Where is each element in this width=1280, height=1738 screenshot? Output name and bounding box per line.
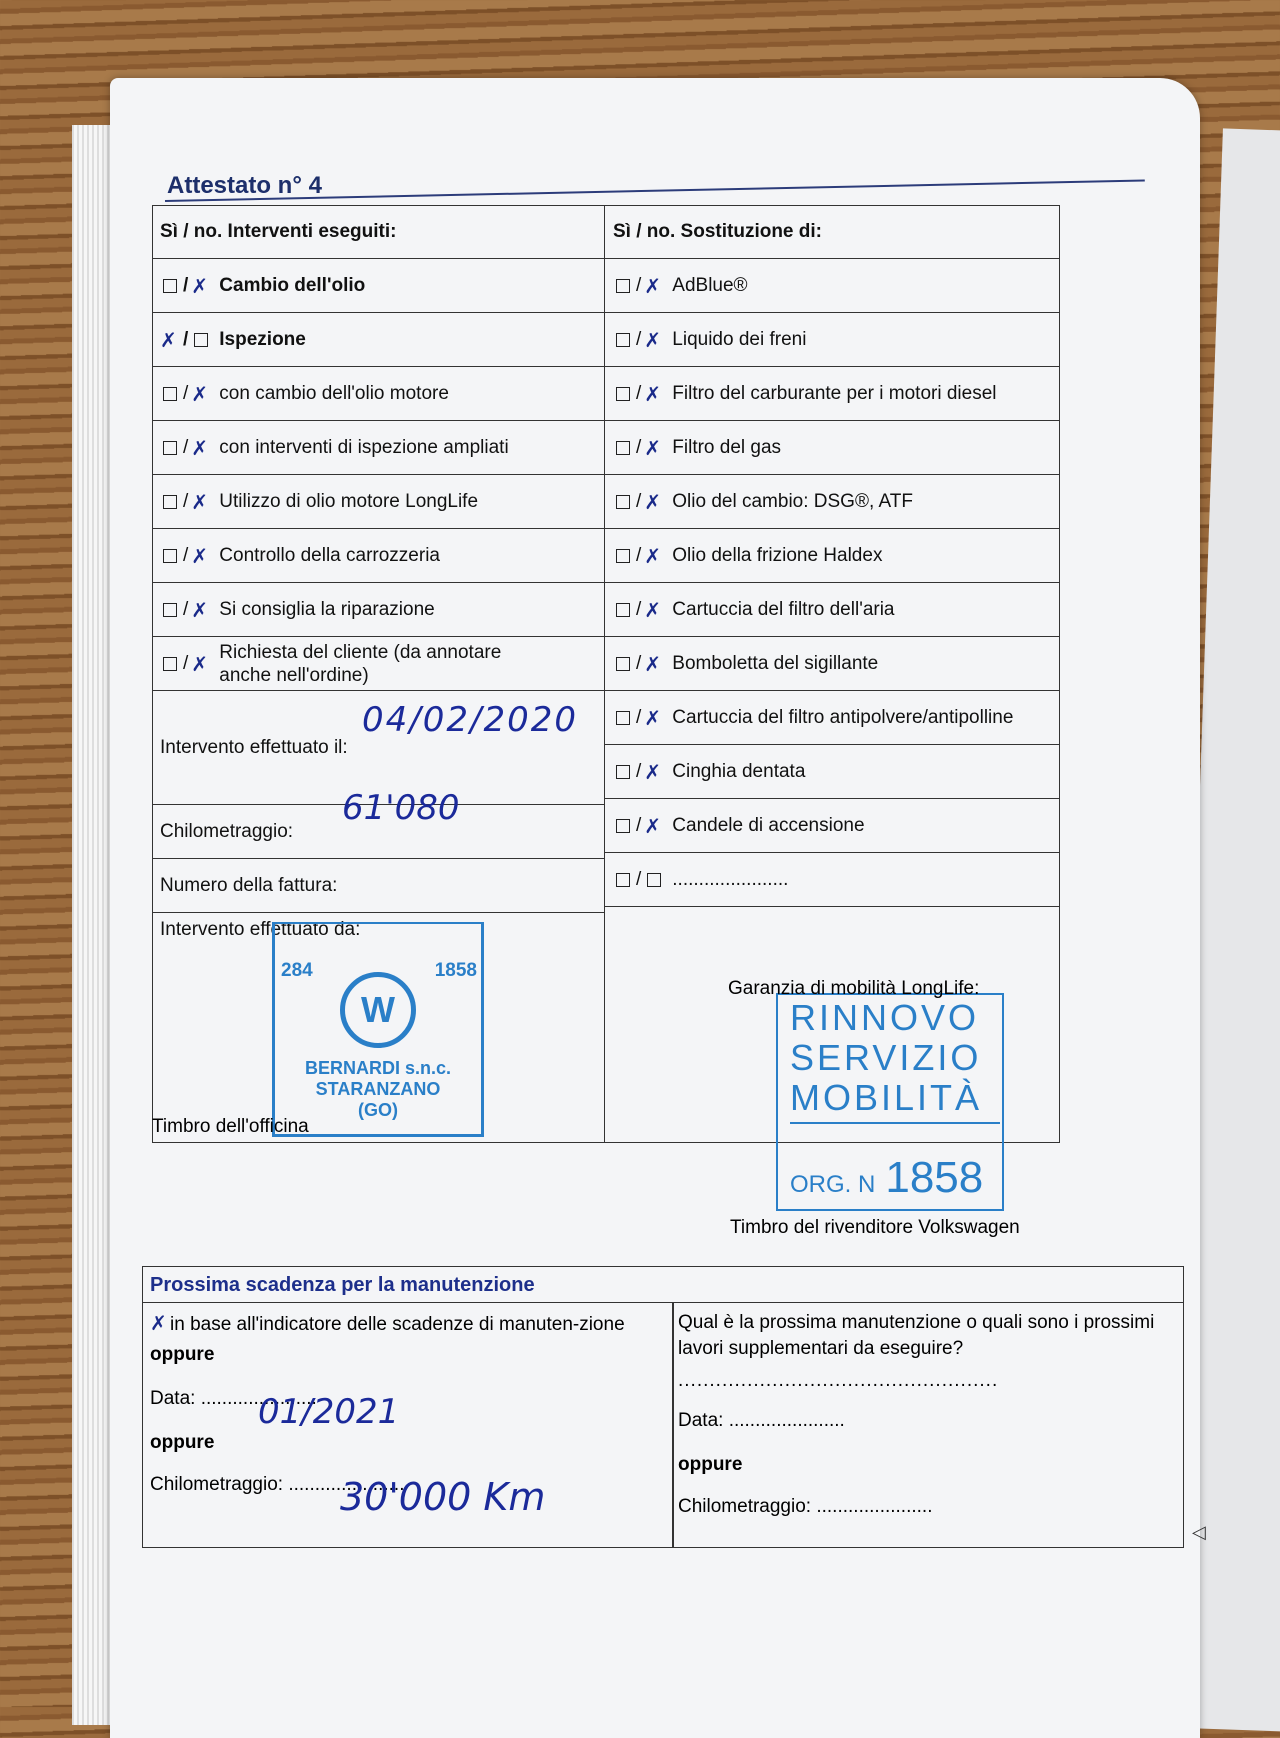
slash-separator: / <box>636 760 642 782</box>
stamp-province: (GO) <box>358 1100 398 1120</box>
checkbox-no[interactable]: ✗ <box>191 597 209 622</box>
replacement-row <box>605 799 1060 853</box>
checkbox-si[interactable]: ✗ <box>160 327 177 352</box>
checkbox-si[interactable] <box>616 333 630 347</box>
checkbox-no[interactable]: ✗ <box>191 381 209 406</box>
checkbox-no[interactable]: ✗ <box>644 381 662 406</box>
next-date-label: Data: ...................... <box>150 1388 317 1409</box>
intervention-label: con cambio dell'olio motore <box>219 382 449 404</box>
replacement-label: Filtro del carburante per i motori diesel <box>672 382 997 404</box>
checkbox-si[interactable] <box>163 495 177 509</box>
slash-separator: / <box>636 598 642 620</box>
checkbox-no[interactable]: ✗ <box>644 651 662 676</box>
dealer-stamp-text <box>790 998 1000 1205</box>
next-maintenance-header: Prossima scadenza per la manutenzione <box>142 1266 1184 1303</box>
next-right <box>678 1310 1178 1520</box>
slash-separator: / <box>636 868 642 890</box>
checkbox-no[interactable]: ✗ <box>644 705 662 730</box>
slash-separator: / <box>636 274 642 296</box>
checkbox-si[interactable] <box>616 549 630 563</box>
intervention-row <box>152 637 604 691</box>
intervention-label: Si consiglia la riparazione <box>219 598 435 620</box>
stamp-name: BERNARDI s.n.c. <box>304 1058 452 1078</box>
intervention-row <box>152 583 604 637</box>
checkbox-si[interactable] <box>163 279 177 293</box>
replacement-row <box>605 853 1060 907</box>
checkbox-no[interactable]: ✗ <box>644 489 662 514</box>
intervention-label: Controllo della carrozzeria <box>219 544 440 566</box>
checkbox-no[interactable]: ✗ <box>191 543 209 568</box>
checkbox-no[interactable]: ✗ <box>644 759 662 784</box>
vw-logo-icon: W <box>340 972 416 1048</box>
oppure-3: oppure <box>678 1454 743 1475</box>
replacement-row <box>605 529 1060 583</box>
slash-separator: / <box>183 544 189 566</box>
replacement-row <box>605 313 1060 367</box>
slash-separator: / <box>636 652 642 674</box>
next-left <box>150 1310 660 1498</box>
checkbox-si[interactable] <box>163 603 177 617</box>
slash-separator: / <box>183 382 189 404</box>
replacement-label: Candele di accensione <box>672 814 865 836</box>
checkbox-si[interactable] <box>616 873 630 887</box>
intervention-label: Richiesta del cliente (da annotare anche nell'ordine) <box>219 641 502 686</box>
intervention-date-row-label: Intervento effettuato il: <box>160 736 348 758</box>
next-maintenance-divider <box>672 1303 674 1548</box>
checkbox-si[interactable] <box>163 387 177 401</box>
next-date-value: 01/2021 <box>258 1392 400 1432</box>
stamp-city: STARANZANO <box>315 1079 441 1099</box>
intervention-row <box>152 259 604 313</box>
invoice-number-row <box>152 859 604 913</box>
slash-separator: / <box>183 274 189 296</box>
slash-separator: / <box>636 544 642 566</box>
checkbox-si[interactable] <box>616 495 630 509</box>
invoice-number-row-label: Numero della fattura: <box>160 874 338 896</box>
replacement-label: ...................... <box>672 868 789 890</box>
slash-separator: / <box>183 652 189 674</box>
checkbox-si[interactable] <box>616 657 630 671</box>
replacement-row <box>605 745 1060 799</box>
checkbox-no[interactable]: ✗ <box>191 489 209 514</box>
workshop-stamp <box>272 922 484 1137</box>
replacement-row <box>605 421 1060 475</box>
intervention-row <box>152 367 604 421</box>
checkbox-no[interactable] <box>194 333 208 347</box>
intervention-row <box>152 475 604 529</box>
intervention-label: Cambio dell'olio <box>219 274 366 296</box>
right-header <box>605 205 1060 259</box>
right-date-label[interactable]: Data: ...................... <box>678 1410 845 1431</box>
oppure-2: oppure <box>150 1432 215 1453</box>
next-km-label: Chilometraggio: ...................... <box>150 1474 405 1495</box>
intervention-date-value: 04/02/2020 <box>362 700 578 740</box>
replacement-label: Cartuccia del filtro dell'aria <box>672 598 895 620</box>
next-question: Qual è la prossima manutenzione o quali sono i prossimi lavori supplementari da eseguire? <box>678 1312 1155 1359</box>
checkbox-no[interactable]: ✗ <box>644 327 662 352</box>
left-header <box>152 205 604 259</box>
checkbox-si[interactable] <box>616 603 630 617</box>
checkbox-no[interactable]: ✗ <box>191 651 209 676</box>
replacement-label: Filtro del gas <box>672 436 782 458</box>
performed-by-row-label: Intervento effettuato da: <box>160 919 361 940</box>
dealer-stamp-line2: SERVIZIO <box>790 1037 982 1078</box>
dealer-stamp-line1: RINNOVO <box>790 997 980 1038</box>
checkbox-no[interactable]: ✗ <box>644 813 662 838</box>
replacement-row <box>605 367 1060 421</box>
checkbox-si[interactable] <box>163 549 177 563</box>
replacement-row <box>605 583 1060 637</box>
oppure-1: oppure <box>150 1344 215 1365</box>
slash-separator: / <box>183 490 189 512</box>
checkbox-no[interactable]: ✗ <box>644 543 662 568</box>
next-work-line[interactable]: ................................................... <box>678 1370 999 1391</box>
dealer-stamp-org: ORG. N <box>790 1171 876 1198</box>
replacement-label: Cartuccia del filtro antipolvere/antipolline <box>672 706 1014 728</box>
replacement-row <box>605 637 1060 691</box>
replacement-row <box>605 259 1060 313</box>
dealer-stamp-number: 1858 <box>885 1153 984 1202</box>
replacement-label: Cinghia dentata <box>672 760 806 782</box>
replacement-label: Bomboletta del sigillante <box>672 652 879 674</box>
checkbox-si[interactable] <box>616 441 630 455</box>
checkbox-no[interactable]: ✗ <box>644 435 662 460</box>
slash-separator: / <box>636 436 642 458</box>
page-title: Attestato n° 4 <box>167 172 322 199</box>
checkbox-no[interactable]: ✗ <box>191 435 209 460</box>
mileage-row-label: Chilometraggio: <box>160 820 294 842</box>
stamp-number-right: 1858 <box>434 960 477 981</box>
right-km-label[interactable]: Chilometraggio: ...................... <box>678 1496 933 1517</box>
replacement-row <box>605 691 1060 745</box>
replacement-label: Liquido dei freni <box>672 328 807 350</box>
intervention-row <box>152 313 604 367</box>
left-header-label: Sì / no. Interventi eseguiti: <box>160 220 397 242</box>
replacement-label: AdBlue® <box>672 274 748 296</box>
right-header-label: Sì / no. Sostituzione di: <box>613 220 822 242</box>
checkbox-si[interactable] <box>616 279 630 293</box>
checkmark-icon[interactable]: ✗ <box>150 1311 167 1335</box>
slash-separator: / <box>183 436 189 458</box>
mileage-value: 61'080 <box>342 788 460 828</box>
stamp-number-left: 284 <box>281 960 313 981</box>
checkbox-si[interactable] <box>616 819 630 833</box>
checkbox-no[interactable]: ✗ <box>191 273 209 298</box>
dealer-stamp-label: Timbro del rivenditore Volkswagen <box>730 1217 1020 1238</box>
replacement-label: Olio del cambio: DSG®, ATF <box>672 490 913 512</box>
intervention-row <box>152 529 604 583</box>
checkbox-si[interactable] <box>163 657 177 671</box>
checkbox-no[interactable]: ✗ <box>644 597 662 622</box>
checkbox-si[interactable] <box>616 765 630 779</box>
slash-separator: / <box>636 706 642 728</box>
intervention-label: con interventi di ispezione ampliati <box>219 436 509 458</box>
slash-separator: / <box>636 328 642 350</box>
dealer-stamp-line3: MOBILITÀ <box>790 1078 1000 1124</box>
intervention-label: Utilizzo di olio motore LongLife <box>219 490 479 512</box>
intervention-row <box>152 421 604 475</box>
checkbox-si[interactable] <box>616 711 630 725</box>
slash-separator: / <box>636 814 642 836</box>
checkbox-no[interactable] <box>647 873 661 887</box>
slash-separator: / <box>636 382 642 404</box>
slash-separator: / <box>183 598 189 620</box>
slash-separator: / <box>636 490 642 512</box>
indicator-option: in base all'indicatore delle scadenze di manuten-zione <box>170 1314 625 1335</box>
replacement-label: Olio della frizione Haldex <box>672 544 883 566</box>
next-km-value: 30'000 Km <box>340 1475 546 1519</box>
checkbox-si[interactable] <box>616 387 630 401</box>
workshop-stamp-label: Timbro dell'officina <box>152 1116 309 1137</box>
checkbox-si[interactable] <box>163 441 177 455</box>
garanzia-label: Garanzia di mobilità LongLife: <box>728 978 980 999</box>
intervention-label: Ispezione <box>219 328 306 350</box>
triangle-marker-icon: ◁ <box>1192 1522 1206 1542</box>
slash-separator: / <box>183 328 189 350</box>
replacement-row <box>605 475 1060 529</box>
checkbox-no[interactable]: ✗ <box>644 273 662 298</box>
